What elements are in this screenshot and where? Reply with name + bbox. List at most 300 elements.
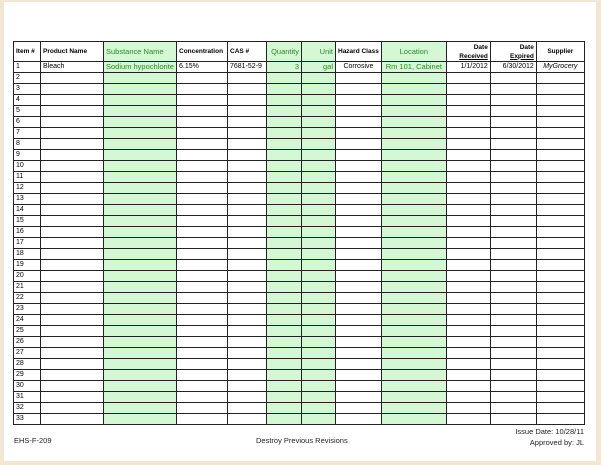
- cell-cas[interactable]: [228, 227, 267, 238]
- cell-cas[interactable]: [228, 370, 267, 381]
- cell-date-expired[interactable]: [490, 205, 536, 216]
- cell-date-received[interactable]: [446, 150, 490, 161]
- cell-supplier[interactable]: [536, 95, 584, 106]
- cell-concentration[interactable]: [177, 293, 228, 304]
- cell-date-received[interactable]: [446, 238, 490, 249]
- cell-quantity[interactable]: [267, 205, 302, 216]
- cell-supplier[interactable]: [536, 271, 584, 282]
- cell-cas[interactable]: [228, 238, 267, 249]
- cell-unit[interactable]: [302, 414, 336, 425]
- cell-substance[interactable]: [104, 359, 177, 370]
- cell-date-received[interactable]: [446, 73, 490, 84]
- cell-location[interactable]: [381, 128, 446, 139]
- cell-supplier[interactable]: [536, 84, 584, 95]
- cell-cas[interactable]: [228, 172, 267, 183]
- cell-substance[interactable]: [104, 348, 177, 359]
- cell-date-received[interactable]: [446, 403, 490, 414]
- cell-hazard[interactable]: [336, 128, 382, 139]
- cell-supplier[interactable]: [536, 315, 584, 326]
- cell-cas[interactable]: [228, 139, 267, 150]
- cell-supplier[interactable]: [536, 106, 584, 117]
- cell-quantity[interactable]: [267, 326, 302, 337]
- cell-location[interactable]: [381, 183, 446, 194]
- cell-hazard[interactable]: [336, 304, 382, 315]
- cell-location[interactable]: [381, 392, 446, 403]
- cell-hazard[interactable]: [336, 194, 382, 205]
- cell-substance[interactable]: [104, 304, 177, 315]
- cell-substance[interactable]: [104, 260, 177, 271]
- cell-hazard[interactable]: [336, 73, 382, 84]
- cell-unit[interactable]: [302, 238, 336, 249]
- cell-location[interactable]: [381, 205, 446, 216]
- cell-supplier[interactable]: [536, 238, 584, 249]
- cell-hazard[interactable]: [336, 370, 382, 381]
- cell-product[interactable]: [41, 139, 104, 150]
- cell-unit[interactable]: [302, 95, 336, 106]
- cell-location[interactable]: [381, 216, 446, 227]
- cell-product[interactable]: [41, 117, 104, 128]
- cell-date-received[interactable]: [446, 161, 490, 172]
- cell-concentration[interactable]: [177, 348, 228, 359]
- cell-quantity[interactable]: [267, 95, 302, 106]
- cell-date-expired[interactable]: [490, 238, 536, 249]
- cell-location[interactable]: [381, 293, 446, 304]
- cell-substance[interactable]: [104, 282, 177, 293]
- cell-quantity[interactable]: [267, 403, 302, 414]
- cell-location[interactable]: [381, 260, 446, 271]
- cell-unit[interactable]: [302, 84, 336, 95]
- cell-supplier[interactable]: [536, 139, 584, 150]
- cell-date-received[interactable]: [446, 260, 490, 271]
- cell-supplier[interactable]: [536, 260, 584, 271]
- cell-item[interactable]: 19: [14, 260, 41, 271]
- cell-quantity[interactable]: [267, 370, 302, 381]
- cell-product[interactable]: [41, 348, 104, 359]
- cell-substance[interactable]: [104, 370, 177, 381]
- cell-unit[interactable]: [302, 117, 336, 128]
- cell-item[interactable]: 18: [14, 249, 41, 260]
- cell-concentration[interactable]: [177, 326, 228, 337]
- cell-quantity[interactable]: [267, 282, 302, 293]
- cell-substance[interactable]: [104, 73, 177, 84]
- cell-cas[interactable]: [228, 150, 267, 161]
- cell-product[interactable]: [41, 315, 104, 326]
- cell-product[interactable]: [41, 260, 104, 271]
- cell-location[interactable]: [381, 348, 446, 359]
- cell-unit[interactable]: [302, 381, 336, 392]
- cell-concentration[interactable]: [177, 381, 228, 392]
- cell-quantity[interactable]: [267, 183, 302, 194]
- cell-unit[interactable]: [302, 106, 336, 117]
- cell-date-expired[interactable]: [490, 249, 536, 260]
- cell-date-expired[interactable]: [490, 381, 536, 392]
- cell-supplier[interactable]: [536, 150, 584, 161]
- cell-unit[interactable]: [302, 194, 336, 205]
- cell-location[interactable]: [381, 326, 446, 337]
- cell-date-received[interactable]: [446, 271, 490, 282]
- cell-substance[interactable]: [104, 326, 177, 337]
- cell-concentration[interactable]: [177, 271, 228, 282]
- cell-substance[interactable]: [104, 106, 177, 117]
- cell-quantity[interactable]: [267, 106, 302, 117]
- cell-unit[interactable]: [302, 348, 336, 359]
- cell-product[interactable]: [41, 95, 104, 106]
- cell-location[interactable]: [381, 238, 446, 249]
- cell-concentration[interactable]: [177, 150, 228, 161]
- cell-hazard[interactable]: [336, 381, 382, 392]
- cell-product[interactable]: [41, 403, 104, 414]
- cell-date-expired[interactable]: [490, 260, 536, 271]
- cell-date-expired[interactable]: [490, 117, 536, 128]
- cell-substance[interactable]: [104, 293, 177, 304]
- cell-supplier[interactable]: [536, 194, 584, 205]
- cell-product[interactable]: [41, 271, 104, 282]
- cell-date-expired[interactable]: [490, 172, 536, 183]
- cell-date-received[interactable]: [446, 392, 490, 403]
- cell-concentration[interactable]: [177, 370, 228, 381]
- cell-location[interactable]: [381, 304, 446, 315]
- cell-product[interactable]: [41, 73, 104, 84]
- cell-cas[interactable]: [228, 315, 267, 326]
- cell-date-received[interactable]: [446, 293, 490, 304]
- cell-quantity[interactable]: 3: [267, 62, 302, 73]
- cell-quantity[interactable]: [267, 128, 302, 139]
- cell-quantity[interactable]: [267, 315, 302, 326]
- cell-date-received[interactable]: [446, 172, 490, 183]
- cell-unit[interactable]: [302, 73, 336, 84]
- cell-product[interactable]: [41, 161, 104, 172]
- cell-location[interactable]: [381, 370, 446, 381]
- cell-cas[interactable]: [228, 95, 267, 106]
- cell-item[interactable]: 28: [14, 359, 41, 370]
- cell-quantity[interactable]: [267, 150, 302, 161]
- cell-concentration[interactable]: [177, 161, 228, 172]
- cell-cas[interactable]: [228, 392, 267, 403]
- cell-quantity[interactable]: [267, 172, 302, 183]
- cell-date-expired[interactable]: [490, 414, 536, 425]
- cell-item[interactable]: 15: [14, 216, 41, 227]
- cell-item[interactable]: 20: [14, 271, 41, 282]
- cell-supplier[interactable]: [536, 183, 584, 194]
- cell-item[interactable]: 23: [14, 304, 41, 315]
- cell-date-received[interactable]: [446, 216, 490, 227]
- cell-item[interactable]: 31: [14, 392, 41, 403]
- cell-date-expired[interactable]: [490, 150, 536, 161]
- cell-concentration[interactable]: [177, 260, 228, 271]
- cell-hazard[interactable]: [336, 139, 382, 150]
- cell-location[interactable]: [381, 84, 446, 95]
- cell-substance[interactable]: [104, 183, 177, 194]
- cell-hazard[interactable]: Corrosive: [336, 62, 382, 73]
- cell-supplier[interactable]: [536, 370, 584, 381]
- cell-substance[interactable]: [104, 249, 177, 260]
- cell-location[interactable]: [381, 172, 446, 183]
- cell-unit[interactable]: [302, 403, 336, 414]
- cell-unit[interactable]: [302, 150, 336, 161]
- cell-item[interactable]: 5: [14, 106, 41, 117]
- cell-unit[interactable]: [302, 183, 336, 194]
- cell-concentration[interactable]: [177, 337, 228, 348]
- cell-cas[interactable]: [228, 128, 267, 139]
- cell-cas[interactable]: [228, 359, 267, 370]
- cell-date-expired[interactable]: [490, 293, 536, 304]
- cell-item[interactable]: 12: [14, 183, 41, 194]
- cell-substance[interactable]: [104, 117, 177, 128]
- cell-unit[interactable]: [302, 337, 336, 348]
- cell-date-received[interactable]: [446, 139, 490, 150]
- cell-hazard[interactable]: [336, 271, 382, 282]
- cell-hazard[interactable]: [336, 161, 382, 172]
- cell-date-received[interactable]: [446, 337, 490, 348]
- cell-concentration[interactable]: [177, 139, 228, 150]
- cell-product[interactable]: [41, 414, 104, 425]
- cell-hazard[interactable]: [336, 392, 382, 403]
- cell-date-expired[interactable]: [490, 326, 536, 337]
- cell-hazard[interactable]: [336, 414, 382, 425]
- cell-location[interactable]: [381, 337, 446, 348]
- cell-date-expired[interactable]: [490, 271, 536, 282]
- cell-product[interactable]: [41, 392, 104, 403]
- cell-location[interactable]: [381, 227, 446, 238]
- cell-product[interactable]: [41, 106, 104, 117]
- cell-location[interactable]: [381, 271, 446, 282]
- cell-hazard[interactable]: [336, 117, 382, 128]
- cell-supplier[interactable]: MyGrocery: [536, 62, 584, 73]
- cell-date-expired[interactable]: [490, 392, 536, 403]
- cell-date-received[interactable]: [446, 326, 490, 337]
- cell-unit[interactable]: [302, 139, 336, 150]
- cell-supplier[interactable]: [536, 227, 584, 238]
- cell-quantity[interactable]: [267, 117, 302, 128]
- cell-hazard[interactable]: [336, 348, 382, 359]
- cell-item[interactable]: 1: [14, 62, 41, 73]
- cell-hazard[interactable]: [336, 315, 382, 326]
- cell-product[interactable]: [41, 381, 104, 392]
- cell-date-received[interactable]: [446, 227, 490, 238]
- cell-substance[interactable]: [104, 238, 177, 249]
- cell-hazard[interactable]: [336, 337, 382, 348]
- cell-hazard[interactable]: [336, 359, 382, 370]
- cell-concentration[interactable]: [177, 183, 228, 194]
- cell-product[interactable]: [41, 282, 104, 293]
- cell-date-received[interactable]: [446, 84, 490, 95]
- cell-concentration[interactable]: [177, 172, 228, 183]
- cell-supplier[interactable]: [536, 282, 584, 293]
- cell-substance[interactable]: [104, 205, 177, 216]
- cell-item[interactable]: 4: [14, 95, 41, 106]
- cell-date-received[interactable]: [446, 117, 490, 128]
- cell-cas[interactable]: [228, 414, 267, 425]
- cell-item[interactable]: 33: [14, 414, 41, 425]
- cell-product[interactable]: [41, 370, 104, 381]
- cell-cas[interactable]: 7681-52-9: [228, 62, 267, 73]
- cell-concentration[interactable]: [177, 238, 228, 249]
- cell-location[interactable]: [381, 161, 446, 172]
- cell-product[interactable]: [41, 84, 104, 95]
- cell-supplier[interactable]: [536, 128, 584, 139]
- cell-product[interactable]: Bleach: [41, 62, 104, 73]
- cell-substance[interactable]: [104, 227, 177, 238]
- cell-date-expired[interactable]: 6/30/2012: [490, 62, 536, 73]
- cell-unit[interactable]: [302, 304, 336, 315]
- cell-hazard[interactable]: [336, 106, 382, 117]
- cell-hazard[interactable]: [336, 150, 382, 161]
- cell-unit[interactable]: [302, 161, 336, 172]
- cell-cas[interactable]: [228, 337, 267, 348]
- cell-substance[interactable]: [104, 172, 177, 183]
- cell-product[interactable]: [41, 293, 104, 304]
- cell-concentration[interactable]: [177, 304, 228, 315]
- cell-concentration[interactable]: [177, 117, 228, 128]
- cell-quantity[interactable]: [267, 139, 302, 150]
- cell-item[interactable]: 17: [14, 238, 41, 249]
- cell-item[interactable]: 25: [14, 326, 41, 337]
- cell-location[interactable]: [381, 414, 446, 425]
- cell-supplier[interactable]: [536, 172, 584, 183]
- cell-quantity[interactable]: [267, 392, 302, 403]
- cell-item[interactable]: 22: [14, 293, 41, 304]
- cell-item[interactable]: 11: [14, 172, 41, 183]
- cell-cas[interactable]: [228, 183, 267, 194]
- cell-date-expired[interactable]: [490, 73, 536, 84]
- cell-unit[interactable]: [302, 359, 336, 370]
- cell-product[interactable]: [41, 216, 104, 227]
- cell-quantity[interactable]: [267, 73, 302, 84]
- cell-quantity[interactable]: [267, 271, 302, 282]
- cell-hazard[interactable]: [336, 227, 382, 238]
- cell-hazard[interactable]: [336, 260, 382, 271]
- cell-concentration[interactable]: [177, 216, 228, 227]
- cell-supplier[interactable]: [536, 205, 584, 216]
- cell-substance[interactable]: [104, 403, 177, 414]
- cell-date-received[interactable]: [446, 183, 490, 194]
- cell-location[interactable]: [381, 282, 446, 293]
- cell-item[interactable]: 30: [14, 381, 41, 392]
- cell-quantity[interactable]: [267, 194, 302, 205]
- cell-item[interactable]: 21: [14, 282, 41, 293]
- cell-cas[interactable]: [228, 84, 267, 95]
- cell-date-received[interactable]: [446, 95, 490, 106]
- cell-cas[interactable]: [228, 117, 267, 128]
- cell-date-expired[interactable]: [490, 183, 536, 194]
- cell-quantity[interactable]: [267, 304, 302, 315]
- cell-item[interactable]: 16: [14, 227, 41, 238]
- cell-date-expired[interactable]: [490, 161, 536, 172]
- cell-product[interactable]: [41, 249, 104, 260]
- cell-unit[interactable]: [302, 227, 336, 238]
- cell-date-received[interactable]: [446, 370, 490, 381]
- cell-item[interactable]: 27: [14, 348, 41, 359]
- cell-item[interactable]: 6: [14, 117, 41, 128]
- cell-date-received[interactable]: 1/1/2012: [446, 62, 490, 73]
- cell-concentration[interactable]: [177, 106, 228, 117]
- cell-unit[interactable]: [302, 392, 336, 403]
- cell-date-expired[interactable]: [490, 282, 536, 293]
- cell-supplier[interactable]: [536, 216, 584, 227]
- cell-location[interactable]: [381, 106, 446, 117]
- cell-quantity[interactable]: [267, 84, 302, 95]
- cell-date-expired[interactable]: [490, 84, 536, 95]
- cell-date-received[interactable]: [446, 106, 490, 117]
- cell-supplier[interactable]: [536, 326, 584, 337]
- cell-substance[interactable]: [104, 139, 177, 150]
- cell-unit[interactable]: [302, 315, 336, 326]
- cell-concentration[interactable]: [177, 403, 228, 414]
- cell-location[interactable]: [381, 73, 446, 84]
- cell-product[interactable]: [41, 304, 104, 315]
- cell-concentration[interactable]: [177, 205, 228, 216]
- cell-product[interactable]: [41, 359, 104, 370]
- cell-hazard[interactable]: [336, 84, 382, 95]
- cell-hazard[interactable]: [336, 183, 382, 194]
- cell-concentration[interactable]: [177, 194, 228, 205]
- cell-cas[interactable]: [228, 403, 267, 414]
- cell-unit[interactable]: [302, 205, 336, 216]
- cell-date-expired[interactable]: [490, 128, 536, 139]
- cell-supplier[interactable]: [536, 293, 584, 304]
- cell-location[interactable]: [381, 249, 446, 260]
- cell-cas[interactable]: [228, 249, 267, 260]
- cell-substance[interactable]: [104, 381, 177, 392]
- cell-substance[interactable]: [104, 194, 177, 205]
- cell-supplier[interactable]: [536, 249, 584, 260]
- cell-quantity[interactable]: [267, 381, 302, 392]
- cell-unit[interactable]: [302, 260, 336, 271]
- cell-item[interactable]: 2: [14, 73, 41, 84]
- cell-cas[interactable]: [228, 326, 267, 337]
- cell-quantity[interactable]: [267, 161, 302, 172]
- cell-unit[interactable]: [302, 326, 336, 337]
- cell-hazard[interactable]: [336, 95, 382, 106]
- cell-date-received[interactable]: [446, 128, 490, 139]
- cell-substance[interactable]: [104, 271, 177, 282]
- cell-supplier[interactable]: [536, 117, 584, 128]
- cell-supplier[interactable]: [536, 337, 584, 348]
- cell-item[interactable]: 9: [14, 150, 41, 161]
- cell-substance[interactable]: [104, 150, 177, 161]
- cell-location[interactable]: [381, 139, 446, 150]
- cell-concentration[interactable]: 6.15%: [177, 62, 228, 73]
- cell-hazard[interactable]: [336, 172, 382, 183]
- cell-substance[interactable]: [104, 337, 177, 348]
- cell-quantity[interactable]: [267, 293, 302, 304]
- cell-cas[interactable]: [228, 106, 267, 117]
- cell-item[interactable]: 24: [14, 315, 41, 326]
- cell-concentration[interactable]: [177, 249, 228, 260]
- cell-substance[interactable]: [104, 161, 177, 172]
- cell-date-expired[interactable]: [490, 359, 536, 370]
- cell-date-expired[interactable]: [490, 348, 536, 359]
- cell-quantity[interactable]: [267, 216, 302, 227]
- cell-item[interactable]: 8: [14, 139, 41, 150]
- cell-substance[interactable]: [104, 95, 177, 106]
- cell-cas[interactable]: [228, 282, 267, 293]
- cell-unit[interactable]: gal: [302, 62, 336, 73]
- cell-unit[interactable]: [302, 172, 336, 183]
- cell-hazard[interactable]: [336, 216, 382, 227]
- cell-unit[interactable]: [302, 249, 336, 260]
- cell-quantity[interactable]: [267, 249, 302, 260]
- cell-unit[interactable]: [302, 271, 336, 282]
- cell-concentration[interactable]: [177, 73, 228, 84]
- cell-date-received[interactable]: [446, 249, 490, 260]
- cell-quantity[interactable]: [267, 337, 302, 348]
- cell-date-expired[interactable]: [490, 106, 536, 117]
- cell-date-received[interactable]: [446, 414, 490, 425]
- cell-quantity[interactable]: [267, 414, 302, 425]
- cell-concentration[interactable]: [177, 95, 228, 106]
- cell-item[interactable]: 32: [14, 403, 41, 414]
